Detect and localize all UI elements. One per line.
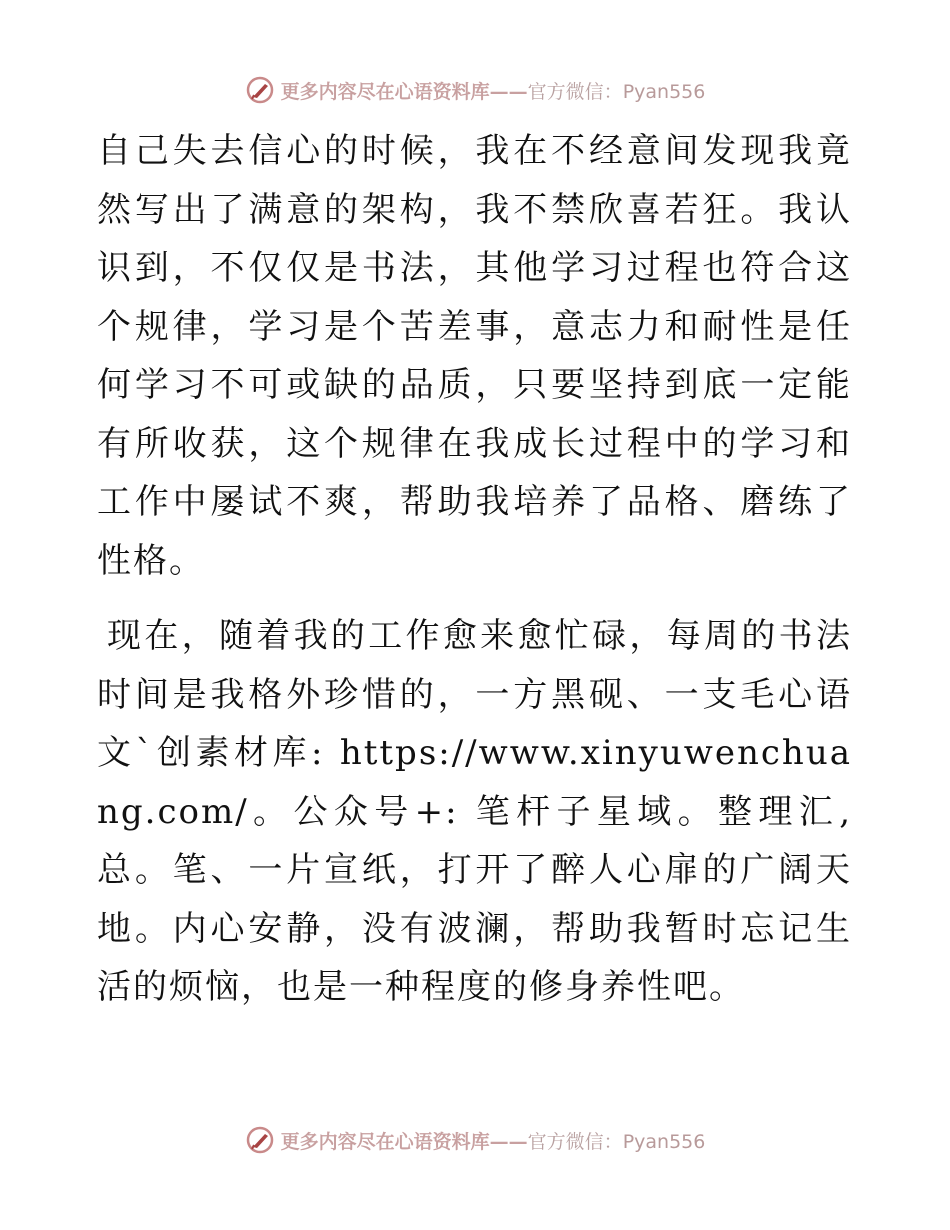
footer-wechat-label: 官方微信：	[527, 1130, 623, 1153]
header-watermark-text	[281, 77, 706, 104]
header-watermark-inner	[245, 75, 706, 105]
header-main-text: 更多内容尽在心语资料库——	[280, 80, 528, 103]
page-header-watermark	[0, 70, 950, 110]
footer-main-text: 更多内容尽在心语资料库——	[280, 1130, 528, 1153]
footer-watermark-text	[281, 1127, 706, 1154]
quill-circle-icon	[245, 75, 275, 105]
header-wechat-label: 官方微信：	[527, 80, 623, 103]
header-wechat-id: Pyan556	[622, 80, 706, 103]
document-body	[97, 122, 852, 1017]
body-paragraph-2: 现在，随着我的工作愈来愈忙碌，每周的书法时间是我格外珍惜的，一方黑砚、一支毛心语文`创素材库: https://www.xinyuwenchuang.com/。公众号+: 笔杆子星域。整理汇,总。笔、一片宣纸，打开了醉人心扉的广阔天地。内心安静，没有波澜，帮助我暂时忘记生活的烦恼，也是一种程度的修身养性吧。	[97, 616, 852, 1007]
footer-watermark-inner	[245, 1125, 706, 1155]
quill-circle-icon	[245, 1125, 275, 1155]
page-footer-watermark	[0, 1120, 950, 1160]
body-paragraph-1: 自己失去信心的时候，我在不经意间发现我竟然写出了满意的架构，我不禁欣喜若狂。我认识到，不仅仅是书法，其他学习过程也符合这个规律，学习是个苦差事，意志力和耐性是任何学习不可或缺的品质，只要坚持到底一定能有所收获，这个规律在我成长过程中的学习和工作中屡试不爽，帮助我培养了品格、磨练了性格。	[97, 131, 852, 581]
footer-wechat-id: Pyan556	[622, 1130, 706, 1153]
